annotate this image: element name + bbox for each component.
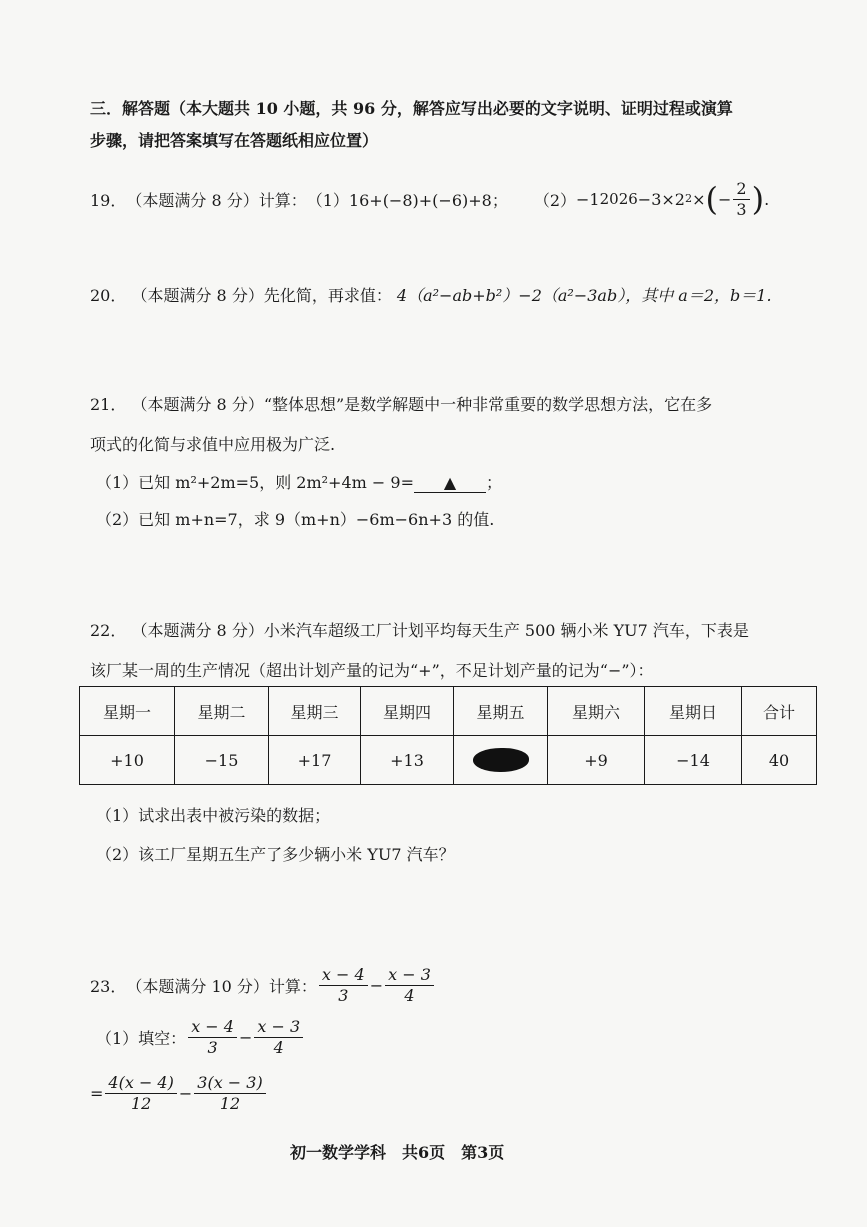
question-number: 23．: [90, 976, 127, 996]
part-2: （2）已知 m+n=7，求 9（m+n）−6m−6n+3 的值.: [96, 510, 495, 529]
part-1: （1）已知 m²+2m=5，则 2m²+4m − 9= ▲ ；: [96, 473, 502, 492]
table-cell: +10: [80, 736, 175, 785]
question-number: 19．: [90, 190, 127, 210]
ink-smudge: [473, 748, 529, 772]
question-text: （本题满分 8 分）“整体思想”是数学解题中一种非常重要的数学思想方法，它在多: [131, 395, 713, 414]
fraction: $\frac{x - 3}{4}$: [254, 1018, 303, 1056]
question-23: 23． （本题满分 10 分）计算： $\frac{x - 4}{3}$ − $\frac{x - 3}{4}$: [90, 960, 436, 1010]
question-19: [90, 176, 769, 222]
table-header-cell: 星期二: [175, 687, 269, 736]
question-21: [90, 392, 712, 415]
table-cell: +17: [269, 736, 361, 785]
table-cell: −15: [175, 736, 269, 785]
table-cell: 40: [742, 736, 817, 785]
table-header-cell: 星期五: [454, 687, 548, 736]
table-header-cell: 星期一: [80, 687, 175, 736]
question-22: [90, 618, 749, 641]
expression: 16+(−8)+(−6)+8；: [348, 190, 508, 210]
answer-blank[interactable]: ▲: [414, 473, 486, 493]
question-number: 21．: [90, 395, 127, 414]
section-subtitle: 步骤，请把答案填写在答题纸相应位置）: [90, 131, 379, 150]
expression: 4（a²−ab+b²）−2（a²−3ab），其中 a＝2，b＝1.: [396, 286, 772, 305]
smudged-cell: [454, 736, 548, 785]
part-label: （1）: [306, 190, 349, 210]
page-footer: 初一数学学科 共6页 第3页: [290, 1143, 505, 1162]
expression: −1 2026 −3×2 2 × ( − $\frac{2}{3}$ ) .: [576, 178, 770, 219]
question-score: （本题满分 8 分）先化简，再求值：: [131, 286, 392, 305]
section-title: 三．解答题（本大题共 10 小题，共 96 分，解答应写出必要的文字说明、证明过程或演算: [90, 99, 733, 118]
question-20: [90, 283, 772, 306]
table-cell: +9: [548, 736, 645, 785]
table-cell: −14: [645, 736, 742, 785]
step-line: = $\frac{4(x - 4)}{12}$ − $\frac{3(x - 3)}{12}$: [90, 1066, 268, 1120]
question-text: （本题满分 8 分）小米汽车超级工厂计划平均每天生产 500 辆小米 YU7 汽车，下表是: [131, 621, 749, 640]
table-header-cell: 星期六: [548, 687, 645, 736]
table-header-cell: 星期日: [645, 687, 742, 736]
part-1-fill: （1）填空： $\frac{x - 4}{3}$ − $\frac{x - 3}{4}$: [96, 1012, 305, 1062]
question-number: 22．: [90, 621, 127, 640]
part-label: （2）: [533, 190, 577, 210]
fraction: $\frac{2}{3}$: [733, 180, 749, 218]
table-header-cell: 星期四: [361, 687, 454, 736]
production-table: [79, 686, 817, 785]
question-score: （本题满分 10 分）计算：: [126, 976, 317, 996]
fraction: $\frac{x - 4}{3}$: [188, 1018, 237, 1056]
table-header-cell: 星期三: [269, 687, 361, 736]
table-header-cell: 合计: [742, 687, 817, 736]
table-row: [80, 736, 817, 785]
table-header-row: [80, 687, 817, 736]
question-number: 20．: [90, 286, 127, 305]
table-cell: +13: [361, 736, 454, 785]
part-2: （2）该工厂星期五生产了多少辆小米 YU7 汽车？: [96, 845, 455, 864]
fraction: $\frac{3(x - 3)}{12}$: [194, 1074, 265, 1112]
question-score: （本题满分 8 分）计算：: [126, 190, 307, 210]
fraction: $\frac{x - 4}{3}$: [319, 966, 368, 1004]
question-text-cont: 项式的化简与求值中应用极为广泛.: [90, 435, 336, 454]
fraction: $\frac{x - 3}{4}$: [385, 966, 434, 1004]
fraction: $\frac{4(x - 4)}{12}$: [105, 1074, 176, 1112]
part-1: （1）试求出表中被污染的数据；: [96, 806, 331, 825]
question-text-cont: 该厂某一周的生产情况（超出计划产量的记为“+”，不足计划产量的记为“−”）：: [90, 661, 654, 680]
